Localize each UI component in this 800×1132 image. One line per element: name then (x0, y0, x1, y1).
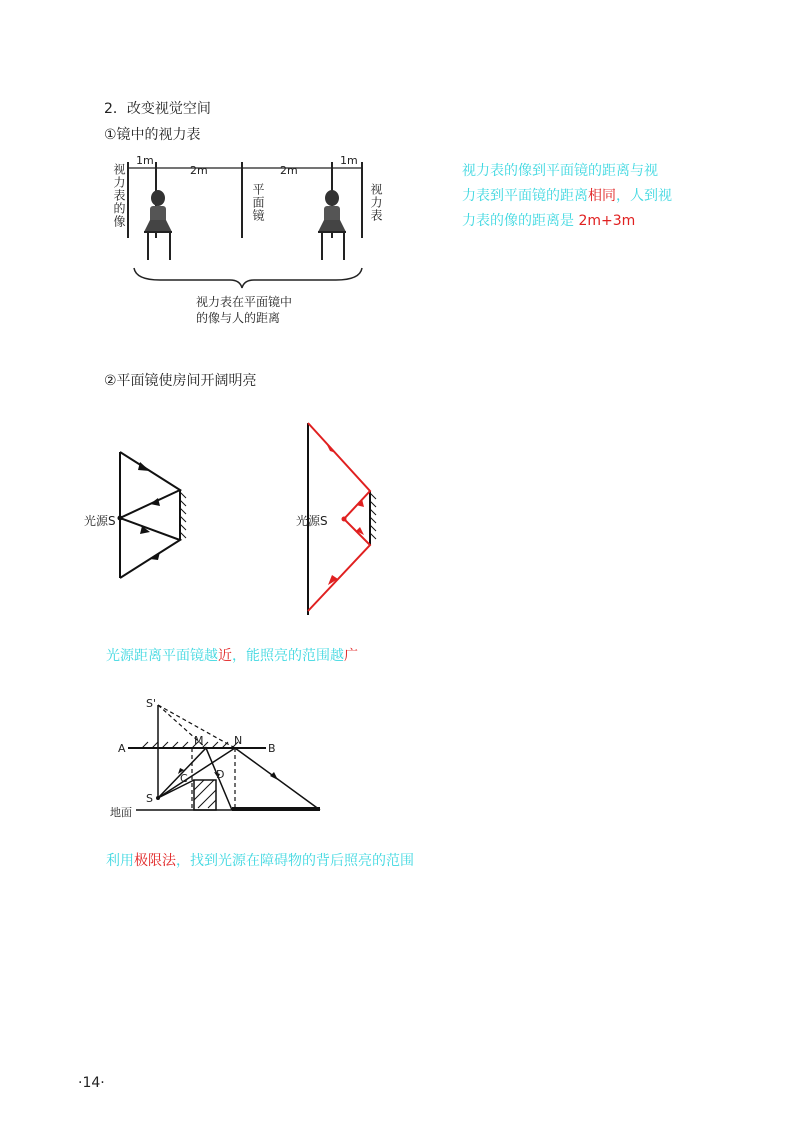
label-s-prime: S' (146, 697, 157, 710)
distance-brace (134, 268, 362, 288)
label-d: D (216, 768, 225, 781)
label-ground: 地面 (110, 806, 132, 819)
label-b: B (268, 742, 276, 755)
label-light-source-right: 光源S (296, 514, 328, 528)
label-eye-chart: 视力表 (369, 183, 383, 222)
label-a: A (118, 742, 126, 755)
dim-1m-left: 1m (136, 154, 154, 167)
label-chart-image: 视力表的像 (112, 163, 126, 228)
label-c: C (180, 772, 188, 785)
note1-line3: 力表的像的距离是 2m+3m (462, 213, 636, 229)
section-heading: 2．改变视觉空间 (104, 101, 211, 117)
dim-1m-right: 1m (340, 154, 358, 167)
sub-heading-eye-chart: ①镜中的视力表 (104, 127, 201, 143)
person-left-icon (144, 190, 172, 260)
dim-2m-left: 2m (190, 164, 208, 177)
person-right-icon (318, 190, 346, 260)
note3: 利用极限法，找到光源在障碍物的背后照亮的范围 (106, 853, 414, 869)
caption-line2: 的像与人的距离 (196, 311, 281, 325)
note2: 光源距离平面镜越近，能照亮的范围越广 (106, 648, 358, 664)
dim-2m-right: 2m (280, 164, 298, 177)
page-number: ·14· (78, 1075, 105, 1091)
obstacle-light-figure (108, 690, 338, 820)
label-s: S (146, 792, 153, 805)
label-m: M (194, 734, 204, 747)
label-light-source-left: 光源S (84, 514, 116, 528)
label-n: N (234, 734, 243, 747)
note1-line1: 视力表的像到平面镜的距离与视 (462, 163, 658, 179)
label-mirror: 平面镜 (251, 183, 265, 222)
note1-line2: 力表到平面镜的距离相同，人到视 (462, 188, 672, 204)
caption-line1: 视力表在平面镜中 (196, 295, 293, 309)
sub-heading-room: ②平面镜使房间开阔明亮 (104, 373, 257, 389)
